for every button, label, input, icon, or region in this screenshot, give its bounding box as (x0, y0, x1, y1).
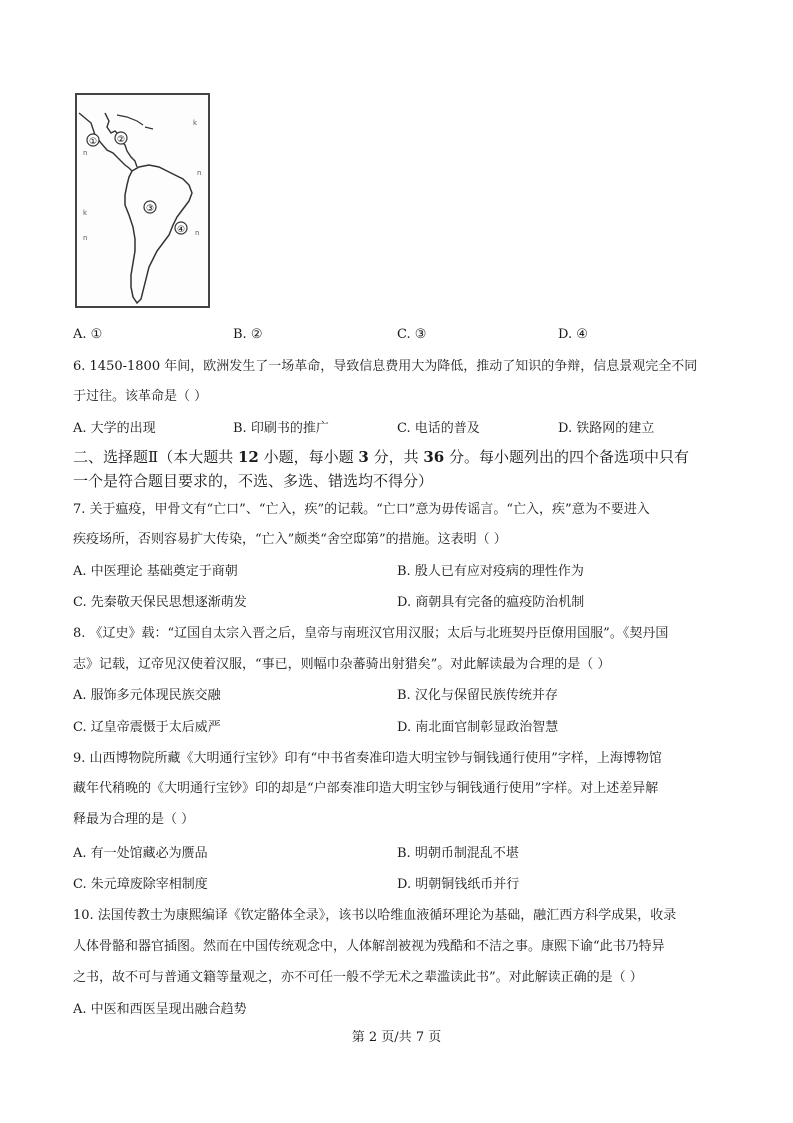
marker-2-label: ② (116, 135, 126, 145)
q6-stem-line-1: 6. 1450-1800 年间，欧洲发生了一场革命，导致信息费用大为降低，推动了知识的争辩，信息景观完全不同 (73, 359, 698, 374)
q10-stem-line-1: 10. 法国传教士为康熙编译《钦定骼体全录》，该书以哈维血液循环理论为基础，融汇西方科学成果，收录 (73, 908, 677, 923)
section-2-heading-line-2: 一个是符合题目要求的，不选、多选、错选均不得分） (73, 472, 434, 490)
q7-option-c[interactable]: C. 先秦敬天保民思想逐渐萌发 (73, 595, 247, 610)
q6-stem-line-2: 于过往。该革命是（ ） (73, 389, 208, 404)
q5-option-d[interactable]: D. ④ (558, 327, 588, 342)
marker-3-label: ③ (145, 204, 155, 214)
q8-stem-line-1: 8. 《辽史》载：“辽国自太宗入晋之后，皇帝与南班汉官用汉服；太后与北班契丹臣僚用国服”。《契丹国 (73, 626, 669, 641)
q5-option-c[interactable]: C. ③ (397, 327, 427, 342)
per-question-score: 3 (358, 448, 369, 466)
q9-stem-line-2: 藏年代稍晚的《大明通行宝钞》印的却是“户部奏准印造大明宝钞与铜钱通行使用”字样。对上述差异解 (73, 781, 659, 796)
page-number-footer: 第 2 页/共 7 页 (351, 1030, 442, 1045)
q10-stem-line-2: 人体骨骼和器官插图。然而在中国传统观念中，人体解剖被视为残酷和不洁之事。康熙下谕“此书乃特异 (73, 939, 665, 954)
edge-mark: k (83, 209, 88, 217)
q7-stem-line-2: 疾疫场所，否则容易扩大传染，“亡入”颇类“舍空邸第”的措施。这表明（ ） (73, 532, 507, 547)
q9-option-a[interactable]: A. 有一处馆藏必为赝品 (73, 846, 208, 861)
section-heading-mid1: 小题，每小题 (258, 448, 359, 466)
q9-stem-line-3: 释最为合理的是（ ） (73, 812, 195, 827)
q7-option-a[interactable]: A. 中医理论 基础奠定于商朝 (73, 564, 238, 579)
q7-option-d[interactable]: D. 商朝具有完备的瘟疫防治机制 (397, 595, 585, 610)
cuba-outline (117, 115, 143, 125)
section-heading-mid2: 分，共 (368, 448, 424, 466)
q6-option-d[interactable]: D. 铁路网的建立 (558, 421, 655, 436)
q6-option-b[interactable]: B. 印刷书的推广 (233, 421, 329, 436)
q8-stem-line-2: 志》记载，辽帝见汉使着汉服，“事已，则幅巾杂蕃骑出射猎矣”。对此解读最为合理的是（ ） (73, 657, 611, 672)
q6-option-c[interactable]: C. 电话的普及 (397, 421, 480, 436)
americas-map-svg (77, 95, 208, 306)
americas-map-figure (75, 93, 210, 308)
q10-option-a[interactable]: A. 中医和西医呈现出融合趋势 (73, 1002, 247, 1017)
q8-option-a[interactable]: A. 服饰多元体现民族交融 (73, 688, 221, 703)
edge-mark: n (83, 149, 88, 157)
section-heading-suffix: 分。每小题列出的四个备选项中只有 (444, 448, 690, 466)
q8-option-d[interactable]: D. 南北面官制彰显政治智慧 (397, 720, 559, 735)
edge-mark: n (83, 234, 88, 242)
q5-option-b[interactable]: B. ② (233, 327, 263, 342)
q10-stem-line-3: 之书，故不可与普通文籍等量观之，亦不可任一般不学无术之辈滥读此书”。对此解读正确的是（ ） (73, 970, 643, 985)
section-heading-prefix: 二、选择题Ⅱ（本大题共 (73, 448, 238, 466)
question-count: 12 (237, 448, 259, 466)
marker-4-label: ④ (176, 225, 186, 235)
q5-option-a[interactable]: A. ① (73, 327, 103, 342)
q9-option-c[interactable]: C. 朱元璋废除宰相制度 (73, 877, 208, 892)
q8-option-b[interactable]: B. 汉化与保留民族传统并存 (397, 688, 558, 703)
q8-option-c[interactable]: C. 辽皇帝震慑于太后威严 (73, 720, 221, 735)
edge-mark: k (193, 119, 198, 127)
q6-option-a[interactable]: A. 大学的出现 (73, 421, 156, 436)
total-score: 36 (423, 448, 445, 466)
q9-option-b[interactable]: B. 明朝币制混乱不堪 (397, 846, 519, 861)
q9-option-d[interactable]: D. 明朝铜钱纸币并行 (397, 877, 520, 892)
edge-mark: n (195, 229, 200, 237)
section-2-heading (73, 446, 728, 469)
q9-stem-line-1: 9. 山西博物院所藏《大明通行宝钞》印有“中书省奏准印造大明宝钞与铜钱通行使用”字样，上海博物馆 (73, 751, 662, 766)
edge-mark: n (197, 169, 202, 177)
marker-1-label: ① (88, 137, 98, 147)
q7-option-b[interactable]: B. 殷人已有应对疫病的理性作为 (397, 564, 584, 579)
hispaniola-outline (145, 127, 153, 129)
q7-stem-line-1: 7. 关于瘟疫，甲骨文有“亡口”、“亡入，疾”的记载。“亡口”意为毋传谣言。“亡入，疾”意为不要进入 (73, 502, 650, 517)
